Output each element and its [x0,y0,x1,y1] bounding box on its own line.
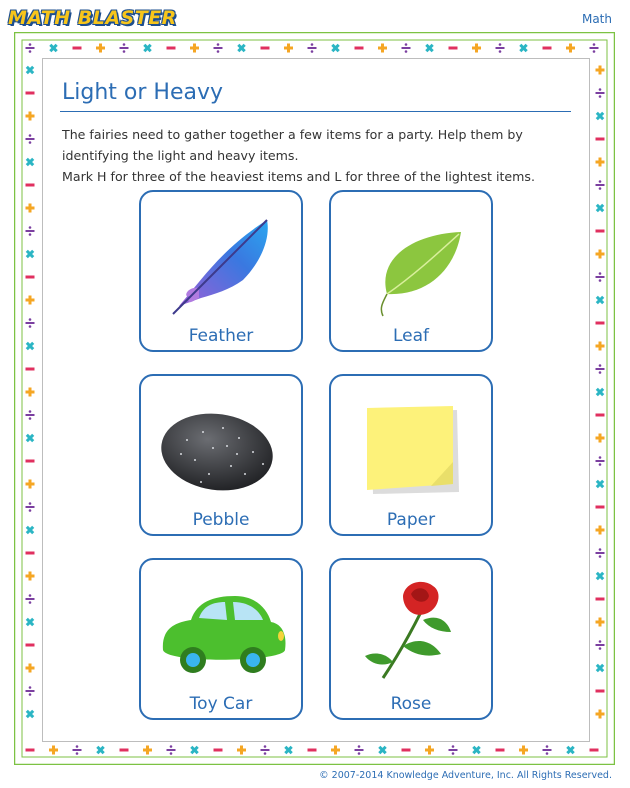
title-divider [60,111,571,112]
minus-symbol-icon [596,690,605,693]
minus-symbol-icon [596,230,605,233]
times-symbol-icon [594,662,607,675]
plus-symbol-icon [378,44,387,53]
plus-symbol-icon [26,480,35,489]
plus-symbol-icon [596,526,605,535]
divide-symbol-icon [596,88,605,98]
plus-symbol-icon [190,44,199,53]
divide-symbol-icon [26,410,35,420]
plus-symbol-icon [596,342,605,351]
item-card-feather[interactable] [139,190,303,352]
item-label: Paper [386,510,436,530]
divide-symbol-icon [596,272,605,282]
times-symbol-icon [594,478,607,491]
times-symbol-icon [564,744,577,757]
divide-symbol-icon [73,745,82,755]
minus-symbol-icon [26,276,35,279]
plus-symbol-icon [596,66,605,75]
times-symbol-icon [24,524,37,537]
times-symbol-icon [594,110,607,123]
page-title: Light or Heavy [62,80,223,105]
times-symbol-icon [24,616,37,629]
divide-symbol-icon [26,134,35,144]
plus-symbol-icon [596,158,605,167]
item-label: Rose [390,694,432,714]
divide-symbol-icon [167,745,176,755]
divide-symbol-icon [596,180,605,190]
paper-icon [333,382,489,512]
divide-symbol-icon [449,745,458,755]
plus-symbol-icon [472,44,481,53]
times-symbol-icon [594,294,607,307]
plus-symbol-icon [596,250,605,259]
divide-symbol-icon [120,43,129,53]
instruction-text: The fairies need to gather together a few items for a party. Help them by identifying the light and heavy items. [62,127,523,163]
divide-symbol-icon [26,226,35,236]
divide-symbol-icon [26,43,35,53]
feather-icon [143,198,299,328]
minus-symbol-icon [596,138,605,141]
minus-symbol-icon [543,47,552,50]
times-symbol-icon [188,744,201,757]
item-label: Feather [188,326,254,346]
times-symbol-icon [282,744,295,757]
divide-symbol-icon [355,745,364,755]
plus-symbol-icon [49,746,58,755]
item-card-toy-car[interactable] [139,558,303,720]
minus-symbol-icon [496,749,505,752]
minus-symbol-icon [214,749,223,752]
copyright-footer: © 2007-2014 Knowledge Adventure, Inc. All Rights Reserved. [319,770,612,781]
times-symbol-icon [94,744,107,757]
times-symbol-icon [329,42,342,55]
minus-symbol-icon [261,47,270,50]
times-symbol-icon [235,42,248,55]
item-label: Pebble [192,510,250,530]
divide-symbol-icon [590,43,599,53]
times-symbol-icon [376,744,389,757]
divide-symbol-icon [26,686,35,696]
plus-symbol-icon [284,44,293,53]
times-symbol-icon [141,42,154,55]
minus-symbol-icon [596,414,605,417]
times-symbol-icon [24,708,37,721]
minus-symbol-icon [590,749,599,752]
instructions [62,124,582,187]
divide-symbol-icon [261,745,270,755]
toy-car-icon [143,566,299,696]
plus-symbol-icon [237,746,246,755]
rose-icon [333,566,489,696]
instruction-text: Mark H for three of the heaviest items and L for three of the lightest items. [62,169,535,184]
minus-symbol-icon [596,598,605,601]
minus-symbol-icon [449,47,458,50]
plus-symbol-icon [26,112,35,121]
times-symbol-icon [24,248,37,261]
minus-symbol-icon [26,460,35,463]
times-symbol-icon [594,202,607,215]
divide-symbol-icon [596,456,605,466]
plus-symbol-icon [26,664,35,673]
plus-symbol-icon [26,296,35,305]
times-symbol-icon [24,432,37,445]
item-card-paper[interactable] [329,374,493,536]
divide-symbol-icon [26,502,35,512]
plus-symbol-icon [96,44,105,53]
pebble-icon [143,382,299,512]
plus-symbol-icon [26,388,35,397]
times-symbol-icon [594,570,607,583]
item-card-rose[interactable] [329,558,493,720]
minus-symbol-icon [596,506,605,509]
times-symbol-icon [24,64,37,77]
divide-symbol-icon [596,364,605,374]
times-symbol-icon [594,386,607,399]
times-symbol-icon [470,744,483,757]
plus-symbol-icon [26,204,35,213]
minus-symbol-icon [167,47,176,50]
plus-symbol-icon [566,44,575,53]
minus-symbol-icon [26,92,35,95]
minus-symbol-icon [120,749,129,752]
divide-symbol-icon [596,548,605,558]
times-symbol-icon [47,42,60,55]
divide-symbol-icon [26,594,35,604]
item-card-leaf[interactable] [329,190,493,352]
divide-symbol-icon [496,43,505,53]
divide-symbol-icon [543,745,552,755]
minus-symbol-icon [596,322,605,325]
plus-symbol-icon [331,746,340,755]
minus-symbol-icon [73,47,82,50]
times-symbol-icon [423,42,436,55]
divide-symbol-icon [308,43,317,53]
minus-symbol-icon [26,644,35,647]
item-card-pebble[interactable] [139,374,303,536]
divide-symbol-icon [402,43,411,53]
minus-symbol-icon [26,552,35,555]
minus-symbol-icon [26,184,35,187]
times-symbol-icon [24,340,37,353]
divide-symbol-icon [214,43,223,53]
leaf-icon [333,198,489,328]
times-symbol-icon [24,156,37,169]
minus-symbol-icon [355,47,364,50]
plus-symbol-icon [26,572,35,581]
divide-symbol-icon [26,318,35,328]
plus-symbol-icon [143,746,152,755]
minus-symbol-icon [26,368,35,371]
minus-symbol-icon [26,749,35,752]
minus-symbol-icon [402,749,411,752]
plus-symbol-icon [596,434,605,443]
plus-symbol-icon [519,746,528,755]
plus-symbol-icon [596,618,605,627]
item-label: Toy Car [189,694,253,714]
math-blaster-logo[interactable]: MATH BLASTER [8,7,177,29]
times-symbol-icon [517,42,530,55]
minus-symbol-icon [308,749,317,752]
plus-symbol-icon [425,746,434,755]
plus-symbol-icon [596,710,605,719]
subject-label: Math [581,12,612,26]
item-label: Leaf [392,326,430,346]
divide-symbol-icon [596,640,605,650]
